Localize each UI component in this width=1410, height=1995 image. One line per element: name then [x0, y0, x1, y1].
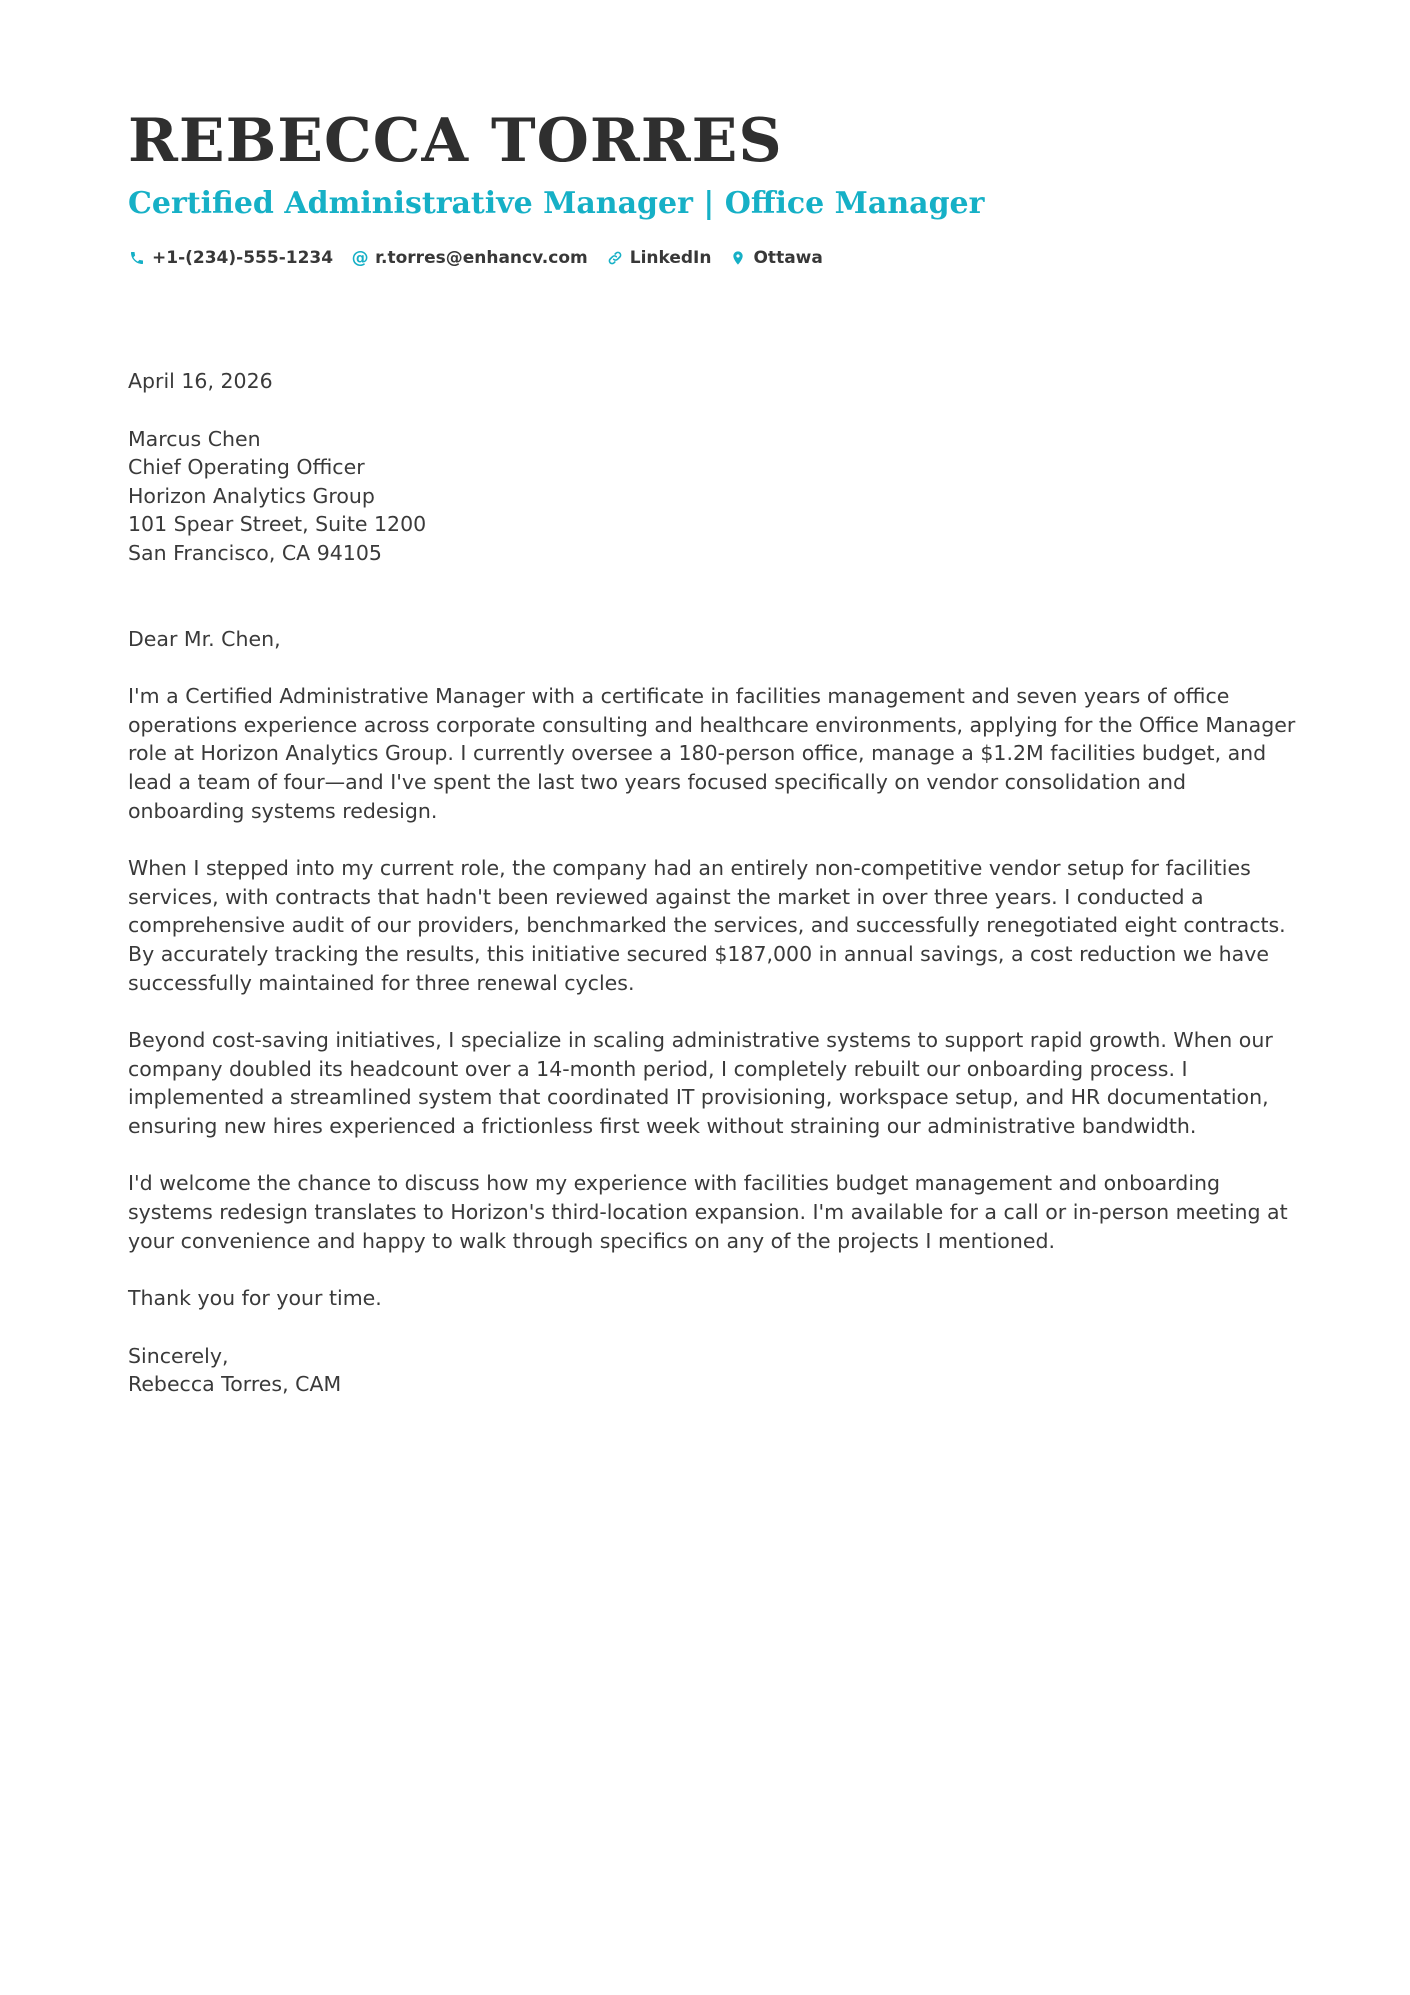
- location-contact: [729, 248, 822, 268]
- link-icon: [606, 249, 624, 267]
- signature-name: Rebecca Torres, CAM: [128, 1372, 342, 1397]
- phone-icon: [128, 249, 146, 267]
- body-paragraph: When I stepped into my current role, the company had an entirely non-competitive vendor setup for facilities services, with contracts that hadn't been reviewed against the market in over three years. I conducted a comprehensive audit of our providers, benchmarked the services, and successfully renegotiated eight contracts. By accurately tracking the results, this initiative secured $187,000 in annual savings, a cost reduction we have successfully maintained for three renewal cycles.: [128, 856, 1286, 995]
- phone-contact[interactable]: [128, 248, 333, 268]
- phone-number: +1-(234)-555-1234: [152, 248, 334, 268]
- linkedin-contact[interactable]: [606, 248, 712, 268]
- letter-header: [128, 104, 1288, 268]
- greeting: Dear Mr. Chen,: [128, 626, 281, 651]
- contact-info: [128, 248, 1288, 268]
- email-contact[interactable]: [351, 248, 588, 268]
- body-paragraph: I'm a Certified Administrative Manager with a certificate in facilities management and seven years of office operations experience across corporate consulting and healthcare environments, applying for the Office Manager role at Horizon Analytics Group. I currently oversee a 180-person office, manage a $1.2M facilities budget, and lead a team of four—and I've spent the last two years focused specifically on vendor consolidation and onboarding systems redesign.: [128, 684, 1296, 823]
- body-paragraph: I'd welcome the chance to discuss how my experience with facilities budget management and onboarding systems redesign translates to Horizon's third-location expansion. I'm available for a call or in-person meeting at your convenience and happy to walk through specifics on any of the projects I mentioned.: [128, 1171, 1288, 1253]
- recipient-street: 101 Spear Street, Suite 1200: [128, 512, 427, 537]
- map-pin-icon: [729, 249, 747, 267]
- sign-off: Sincerely,: [128, 1343, 229, 1368]
- signature-block: [128, 1342, 1298, 1399]
- letter-date: April 16, 2026: [128, 369, 273, 393]
- email-address: r.torres@enhancv.com: [375, 248, 588, 268]
- letter-body: [128, 367, 1298, 1399]
- linkedin-label: LinkedIn: [629, 248, 712, 268]
- recipient-name: Marcus Chen: [128, 426, 261, 451]
- at-sign-icon: @: [351, 248, 369, 268]
- recipient-company: Horizon Analytics Group: [128, 483, 375, 508]
- candidate-name: REBECCA TORRES: [128, 106, 783, 176]
- thank-you-line: Thank you for your time.: [128, 1286, 382, 1311]
- location-label: Ottawa: [753, 248, 823, 268]
- recipient-block: [128, 425, 1298, 568]
- recipient-title: Chief Operating Officer: [128, 455, 365, 480]
- recipient-city: San Francisco, CA 94105: [128, 540, 382, 565]
- candidate-title: Certified Administrative Manager | Office Manager: [128, 186, 985, 221]
- body-paragraph: Beyond cost-saving initiatives, I specialize in scaling administrative systems to support rapid growth. When our company doubled its headcount over a 14-month period, I completely rebuilt our onboarding process. I implemented a streamlined system that coordinated IT provisioning, workspace setup, and HR documentation, ensuring new hires experienced a frictionless first week without straining our administrative bandwidth.: [128, 1028, 1273, 1138]
